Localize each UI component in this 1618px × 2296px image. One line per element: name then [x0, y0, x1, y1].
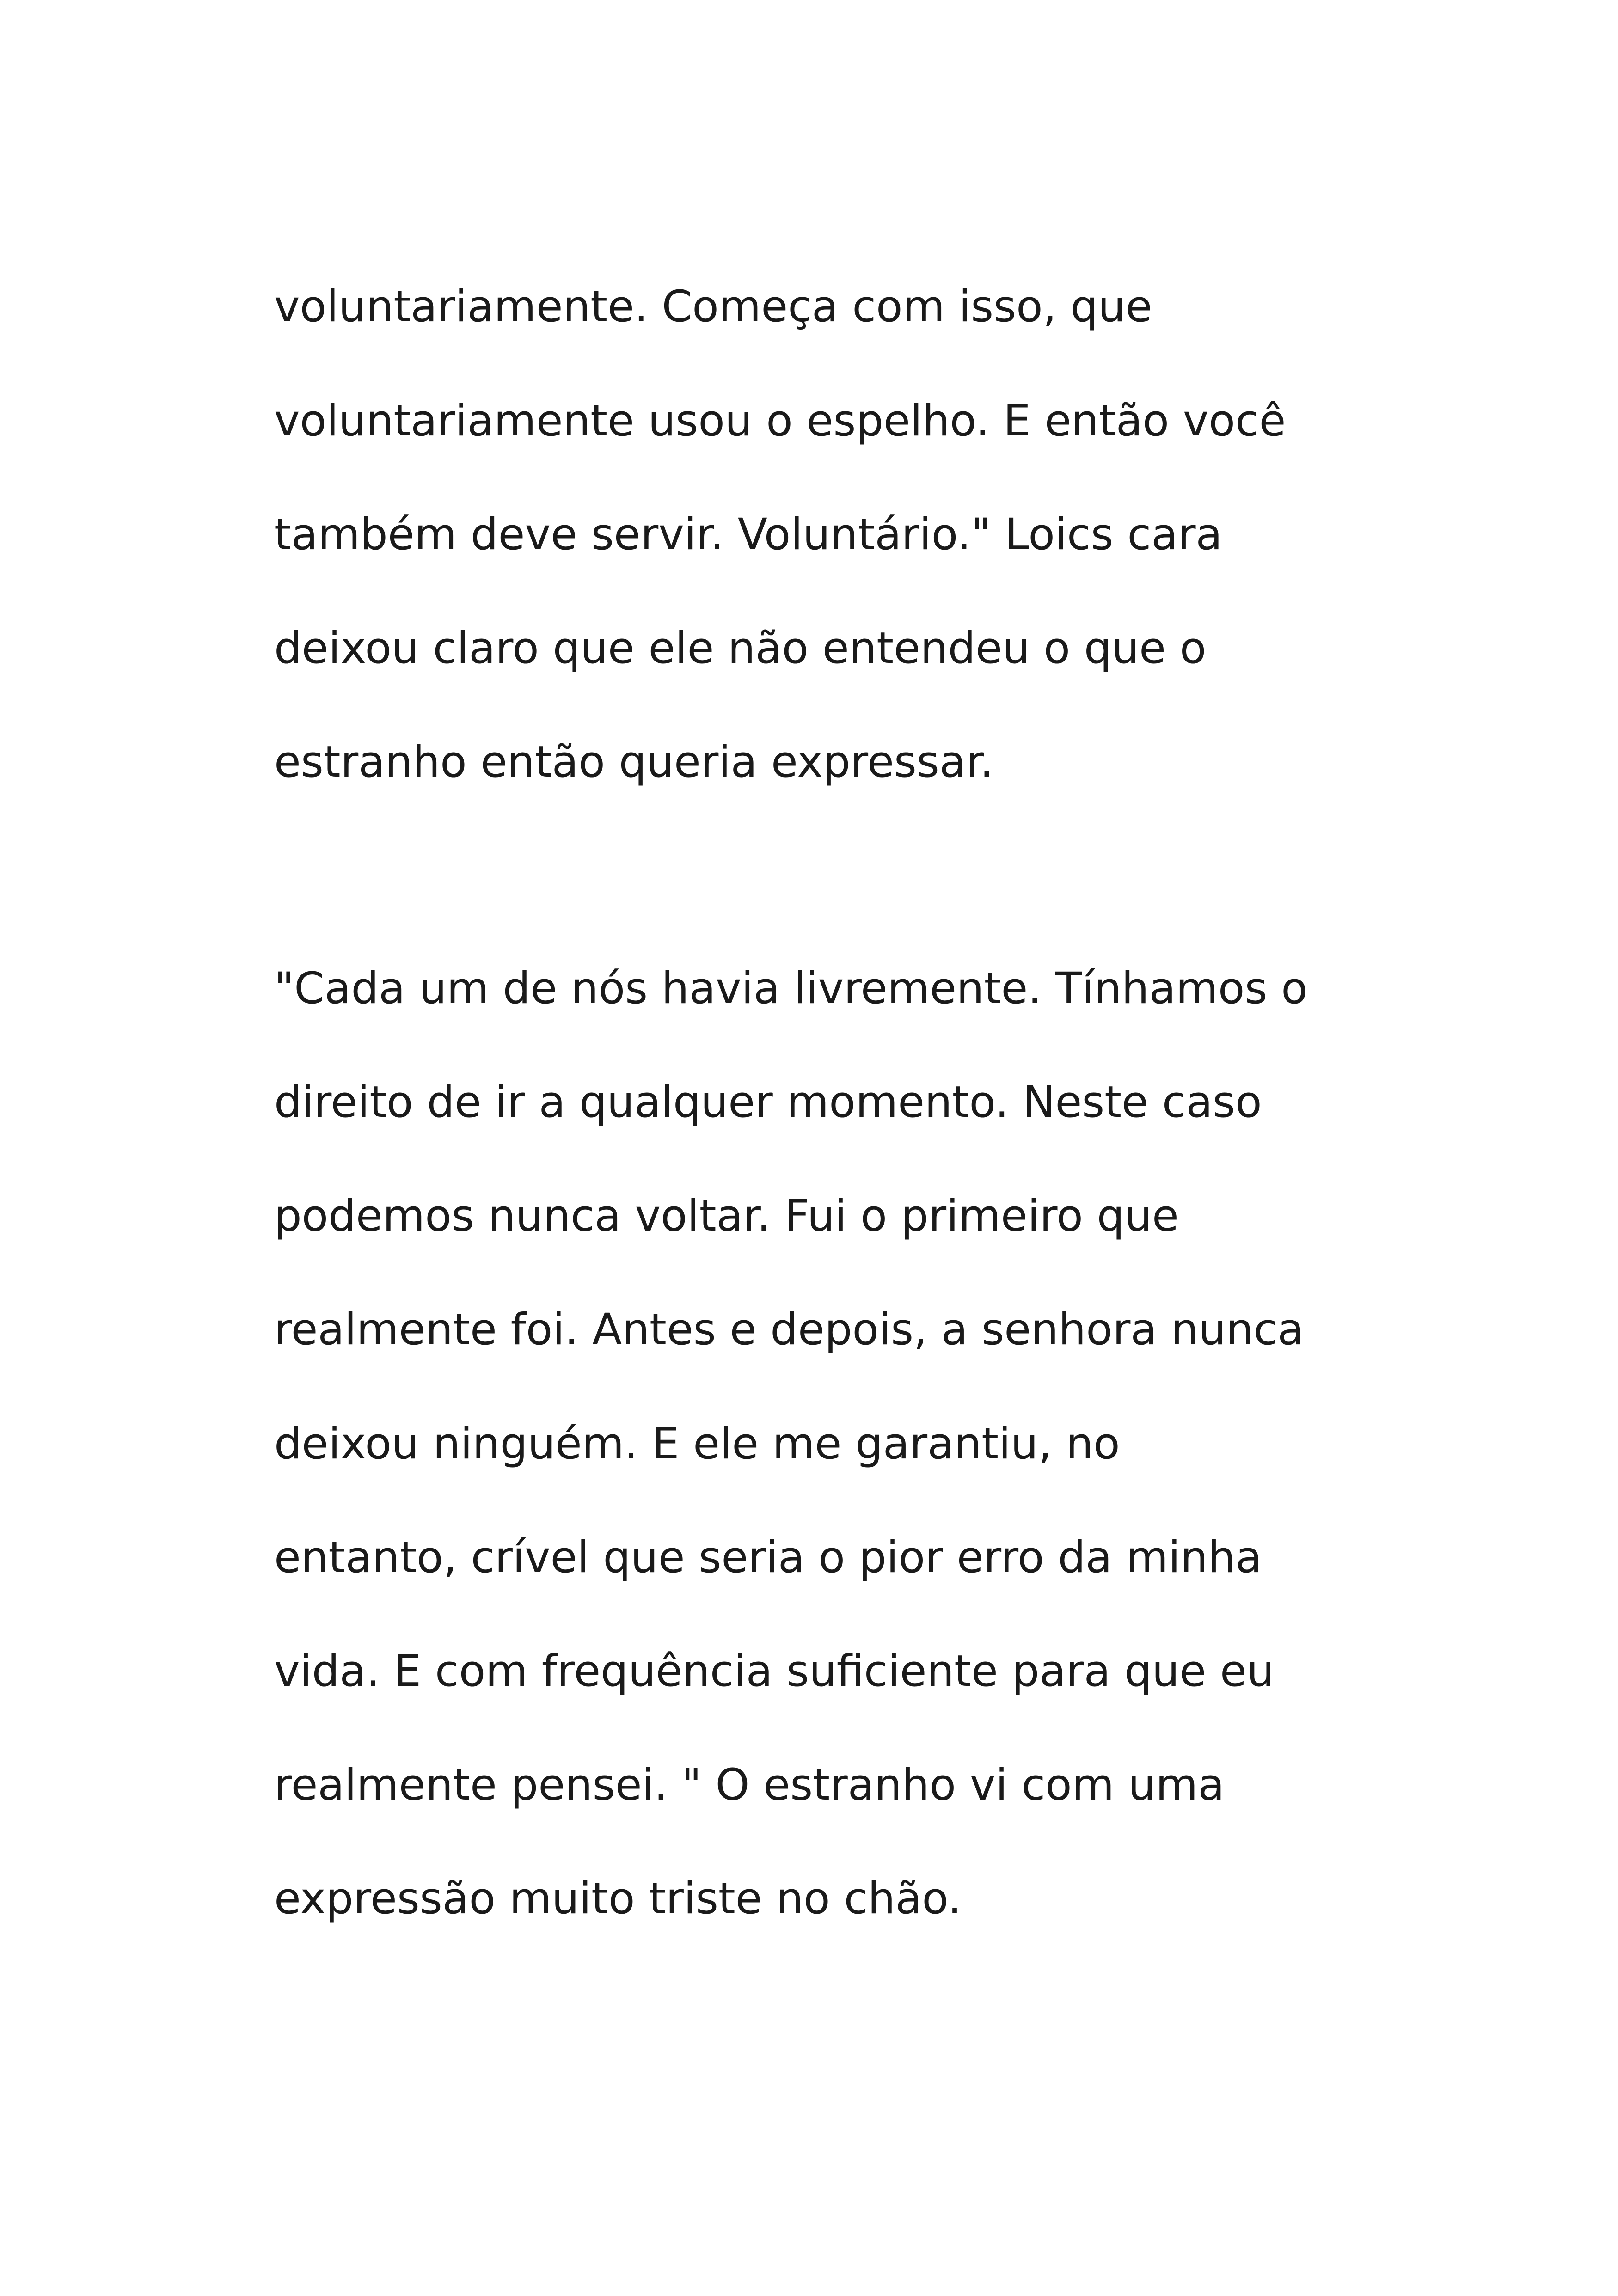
text-line: direito de ir a qualquer momento. Neste caso: [274, 1077, 1262, 1127]
text-line: realmente pensei. " O estranho vi com uma: [274, 1760, 1225, 1810]
text-line: "Cada um de nós havia livremente. Tínhamos o: [274, 963, 1308, 1014]
text-line: vida. E com frequência suficiente para que eu: [274, 1646, 1275, 1696]
text-line: expressão muito triste no chão.: [274, 1874, 962, 1924]
text-line: entanto, crível que seria o pior erro da minha: [274, 1532, 1263, 1583]
text-line: deixou claro que ele não entendeu o que o: [274, 623, 1207, 673]
text-line: também deve servir. Voluntário." Loics cara: [274, 509, 1223, 560]
text-line: realmente foi. Antes e depois, a senhora nunca: [274, 1304, 1304, 1355]
text-line: voluntariamente usou o espelho. E então você: [274, 396, 1286, 446]
text-line: deixou ninguém. E ele me garantiu, no: [274, 1419, 1120, 1469]
text-line: voluntariamente. Começa com isso, que: [274, 282, 1152, 332]
text-line: estranho então queria expressar.: [274, 737, 994, 787]
text-line: podemos nunca voltar. Fui o primeiro que: [274, 1191, 1179, 1241]
